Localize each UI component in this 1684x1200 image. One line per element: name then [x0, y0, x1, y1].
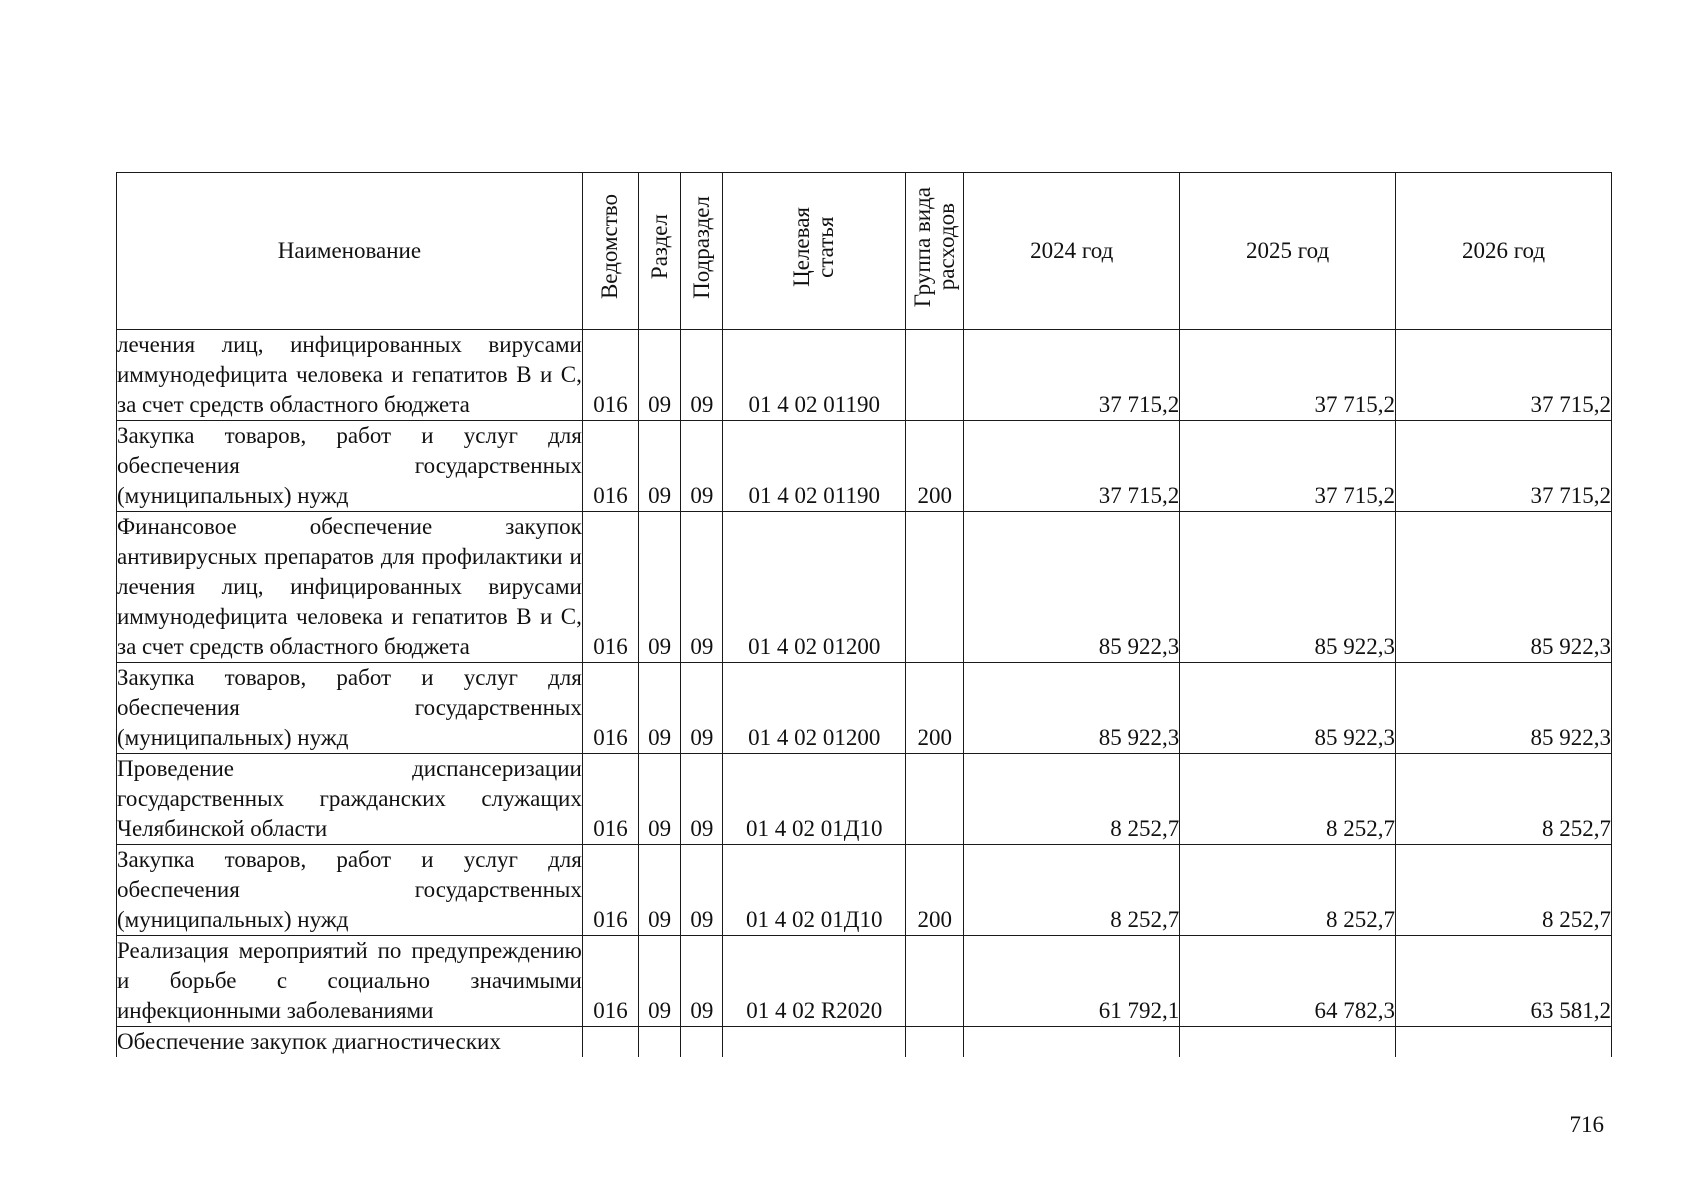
row-2026: 8 252,7 — [1396, 845, 1612, 936]
row-podrazdel: 09 — [681, 512, 723, 663]
header-2026 — [1396, 173, 1612, 330]
header-row — [117, 173, 1612, 330]
row-gruppa-vida — [906, 512, 964, 663]
row-gruppa-vida — [906, 1027, 964, 1058]
row-2024 — [964, 1027, 1180, 1058]
header-name-label: Наименование — [277, 238, 422, 263]
row-name: Финансовое обеспечение закупок антивирусных препаратов для профилактики и лечения лиц, инфицированных вирусами иммунодефицита человека и гепатитов В и С, за счет средств областного бюджета — [117, 512, 583, 663]
row-2025: 37 715,2 — [1180, 330, 1396, 421]
header-2024 — [964, 173, 1180, 330]
header-2026-label: 2026 год — [1461, 238, 1546, 263]
row-vedomstvo: 016 — [582, 421, 638, 512]
row-celevaya-statya: 01 4 02 01190 — [723, 330, 906, 421]
row-2024: 85 922,3 — [964, 663, 1180, 754]
row-name: лечения лиц, инфицированных вирусами иммунодефицита человека и гепатитов В и С, за счет средств областного бюджета — [117, 330, 583, 421]
row-name: Обеспечение закупок диагностических — [117, 1027, 583, 1058]
header-podrazdel-label: Подраздел — [688, 195, 714, 299]
row-2025: 85 922,3 — [1180, 512, 1396, 663]
row-vedomstvo: 016 — [582, 330, 638, 421]
row-celevaya-statya: 01 4 02 01200 — [723, 663, 906, 754]
row-podrazdel: 09 — [681, 663, 723, 754]
row-2025: 37 715,2 — [1180, 421, 1396, 512]
row-celevaya-statya: 01 4 02 01Д10 — [723, 754, 906, 845]
row-gruppa-vida — [906, 754, 964, 845]
row-name: Реализация мероприятий по предупреждению и борьбе с социально значимыми инфекционными заболеваниями — [117, 936, 583, 1027]
row-podrazdel: 09 — [681, 845, 723, 936]
row-podrazdel: 09 — [681, 754, 723, 845]
table-row — [117, 1027, 1612, 1058]
row-vedomstvo: 016 — [582, 663, 638, 754]
row-razdel: 09 — [639, 936, 681, 1027]
table-row — [117, 754, 1612, 845]
header-podrazdel — [681, 173, 723, 330]
table-row — [117, 512, 1612, 663]
row-vedomstvo: 016 — [582, 754, 638, 845]
header-vedomstvo — [582, 173, 638, 330]
row-2024: 8 252,7 — [964, 845, 1180, 936]
row-razdel: 09 — [639, 421, 681, 512]
row-name: Закупка товаров, работ и услуг для обеспечения государственных (муниципальных) нужд — [117, 663, 583, 754]
header-2025-label: 2025 год — [1246, 238, 1330, 263]
row-podrazdel: 09 — [681, 330, 723, 421]
row-2026: 85 922,3 — [1396, 663, 1612, 754]
row-podrazdel: 09 — [681, 421, 723, 512]
row-celevaya-statya: 01 4 02 01200 — [723, 512, 906, 663]
row-podrazdel — [681, 1027, 723, 1058]
header-razdel-label: Раздел — [646, 214, 672, 280]
header-celevaya-line1: Целевая — [789, 207, 815, 287]
row-name: Проведение диспансеризации государственных гражданских служащих Челябинской области — [117, 754, 583, 845]
header-gruppa-vida — [906, 173, 964, 330]
row-2024: 61 792,1 — [964, 936, 1180, 1027]
page-number: 716 — [1569, 1112, 1604, 1137]
table-row — [117, 845, 1612, 936]
row-vedomstvo: 016 — [582, 512, 638, 663]
row-2024: 37 715,2 — [964, 330, 1180, 421]
header-celevaya-label — [790, 207, 838, 287]
budget-table — [116, 172, 1612, 1057]
header-gruppa-line1: Группа вида — [909, 186, 935, 308]
table-header — [117, 173, 1612, 330]
row-vedomstvo: 016 — [582, 936, 638, 1027]
header-celevaya-statya — [723, 173, 906, 330]
row-razdel: 09 — [639, 845, 681, 936]
row-razdel — [639, 1027, 681, 1058]
row-2026 — [1396, 1027, 1612, 1058]
row-2025: 85 922,3 — [1180, 663, 1396, 754]
row-razdel: 09 — [639, 512, 681, 663]
row-2026: 37 715,2 — [1396, 330, 1612, 421]
row-2024: 8 252,7 — [964, 754, 1180, 845]
row-2024: 37 715,2 — [964, 421, 1180, 512]
row-2025: 8 252,7 — [1180, 754, 1396, 845]
row-gruppa-vida — [906, 936, 964, 1027]
row-gruppa-vida: 200 — [906, 663, 964, 754]
header-razdel — [639, 173, 681, 330]
row-2026: 63 581,2 — [1396, 936, 1612, 1027]
table-row — [117, 936, 1612, 1027]
row-celevaya-statya: 01 4 02 01Д10 — [723, 845, 906, 936]
row-2025 — [1180, 1027, 1396, 1058]
row-name: Закупка товаров, работ и услуг для обеспечения государственных (муниципальных) нужд — [117, 845, 583, 936]
row-gruppa-vida — [906, 330, 964, 421]
table-row — [117, 421, 1612, 512]
header-name — [117, 173, 583, 330]
row-2025: 64 782,3 — [1180, 936, 1396, 1027]
row-2026: 8 252,7 — [1396, 754, 1612, 845]
header-gruppa-label — [911, 187, 959, 307]
row-2026: 37 715,2 — [1396, 421, 1612, 512]
row-podrazdel: 09 — [681, 936, 723, 1027]
table-row — [117, 330, 1612, 421]
header-2025 — [1180, 173, 1396, 330]
row-gruppa-vida: 200 — [906, 845, 964, 936]
table-body — [117, 330, 1612, 1058]
row-razdel: 09 — [639, 663, 681, 754]
row-celevaya-statya: 01 4 02 R2020 — [723, 936, 906, 1027]
header-celevaya-line2: статья — [813, 216, 839, 278]
header-gruppa-line2: расходов — [933, 203, 959, 291]
table-row — [117, 663, 1612, 754]
row-2026: 85 922,3 — [1396, 512, 1612, 663]
row-vedomstvo — [582, 1027, 638, 1058]
row-celevaya-statya: 01 4 02 01190 — [723, 421, 906, 512]
row-razdel: 09 — [639, 330, 681, 421]
row-vedomstvo: 016 — [582, 845, 638, 936]
row-2024: 85 922,3 — [964, 512, 1180, 663]
header-2024-label: 2024 год — [1030, 238, 1114, 263]
row-gruppa-vida: 200 — [906, 421, 964, 512]
header-vedomstvo-label: Ведомство — [597, 194, 623, 300]
row-2025: 8 252,7 — [1180, 845, 1396, 936]
row-celevaya-statya — [723, 1027, 906, 1058]
row-name: Закупка товаров, работ и услуг для обеспечения государственных (муниципальных) нужд — [117, 421, 583, 512]
row-razdel: 09 — [639, 754, 681, 845]
